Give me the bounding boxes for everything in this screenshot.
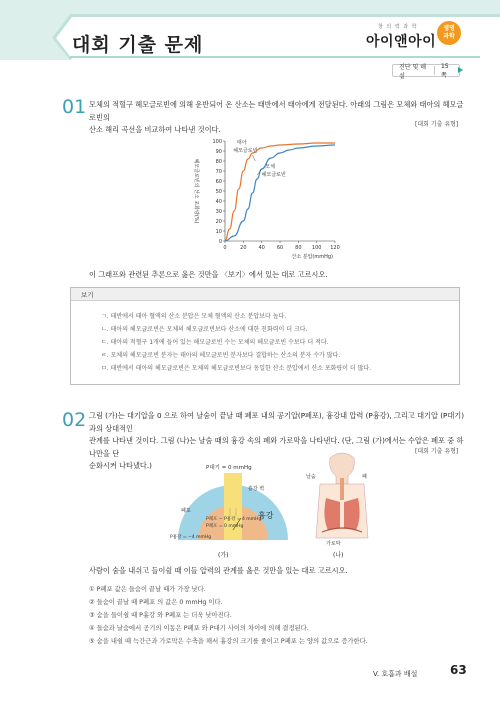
figure-ga-pressure-diagram <box>168 458 298 548</box>
q1-line2: 산소 해리 곡선을 비교하여 나타낸 것이다. <box>89 125 221 134</box>
q1-line1: 모체의 적혈구 헤모글로빈에 의해 운반되어 온 산소는 태반에서 태아에게 전달된다. 아래의 그림은 모체와 태아의 헤모글로빈의 <box>89 100 464 122</box>
x-tick-label: 40 <box>258 245 265 251</box>
tag-arrow-icon <box>458 67 463 73</box>
figure-na-lung-diagram <box>302 448 382 548</box>
bogi-label: 보기 <box>81 291 94 299</box>
p-diff-label: P폐포 − P흉강 = <box>206 517 241 522</box>
left-lung-shape <box>324 498 340 530</box>
fetal-label-line2: 헤모글로빈 <box>233 148 258 154</box>
page-number: 63 <box>450 663 467 677</box>
y-tick-label: 20 <box>215 218 222 225</box>
x-tick-label: 60 <box>276 245 284 251</box>
page-title: 대회 기출 문제 <box>72 34 204 56</box>
p-alv-label: P폐포 = 0 mmHg <box>206 524 244 529</box>
oxygen-dissociation-chart <box>175 135 345 263</box>
p-pl-label: P흉강 = −4 mmHg <box>170 535 212 540</box>
y-tick-label: 70 <box>215 168 222 175</box>
y-tick-label: 90 <box>215 148 222 155</box>
y-tick-label: 50 <box>215 188 222 195</box>
diaphragm-label: 가로막 <box>326 541 341 547</box>
bogi-item-4: ㄹ. 모체의 헤모글로빈 분자는 태아의 헤모글로빈 분자보다 결합하는 산소의 분자 수가 많다. <box>101 352 341 359</box>
right-lung-shape <box>344 498 360 530</box>
tag-left: 진단 및 해설 <box>399 63 426 80</box>
y-tick-label: 10 <box>215 228 222 235</box>
bogi-item-2: ㄴ. 태아의 헤모글로빈은 모체의 헤모글로빈보다 산소에 대한 친화력이 더 크다. <box>101 326 308 333</box>
alveolus-label: 폐포 <box>181 508 191 514</box>
q2-line1: 그림 (가)는 대기압을 0 으로 하여 날숨이 끝날 때 폐포 내의 공기압(P폐포), 흉강내 압력 (P흉강), 그리고 대기압 (P대기)과의 상대적인 <box>89 411 465 433</box>
bogi-item-1: ㄱ. 태반에서 태아 혈액의 산소 분압은 모체 혈액의 산소 분압보다 높다. <box>101 313 287 320</box>
fetal-curve <box>225 143 335 241</box>
figure-ga-caption: (가) <box>218 552 229 559</box>
x-tick-label: 120 <box>330 245 340 251</box>
bogi-item-3: ㄷ. 태아의 적혈구 1개에 들어 있는 헤모글로빈 수는 모체의 헤모글로빈 수보다 더 적다. <box>101 339 329 346</box>
bogi-box <box>70 287 460 385</box>
brand-logo-text: 아이앤아이 <box>366 34 437 50</box>
x-tick-label: 100 <box>311 245 322 251</box>
maternal-label-line2: 헤모글로빈 <box>261 172 286 178</box>
y-tick-label: 40 <box>215 198 222 205</box>
chest-wall-label: 흉강 벽 <box>248 486 265 492</box>
x-tick-label: 0 <box>223 245 227 251</box>
bogi-header <box>71 288 459 301</box>
q1-stem: 이 그래프와 관련된 추론으로 옳은 것만을 〈보기〉에서 있는 대로 고르시오. <box>89 270 328 279</box>
q2-line2: 관계를 나타낸 것이다. 그림 (나)는 날숨 때의 흉강 속의 폐와 가로막을 나타낸다. (단, 그림 (가)에서는 수압은 폐포 중 하나만을 단 <box>89 436 464 458</box>
figure-na-caption: (나) <box>333 552 344 559</box>
x-tick-label: 20 <box>240 245 247 251</box>
exhale-label: 날숨 <box>306 474 316 480</box>
question-number-1: 01 <box>62 96 87 118</box>
subject-badge <box>437 21 461 45</box>
p-diff-value: 4 mmHg <box>242 517 262 522</box>
x-axis-label: 산소 분압(mmHg) <box>291 254 333 260</box>
brand-subtitle: 창 의 력 과 학 <box>378 24 418 30</box>
choice-3: ③ 숨을 들이쉴 때 P흉강 와 P폐포 는 더욱 낮아진다. <box>89 612 232 619</box>
maternal-curve <box>225 145 335 241</box>
trachea-shape <box>340 478 344 500</box>
badge-line1: 생명 <box>443 25 455 32</box>
question-1-text <box>89 99 469 137</box>
question-number-2: 02 <box>62 409 87 431</box>
q2-source: [대회 기출 유형] <box>415 448 459 455</box>
y-tick-label: 80 <box>215 158 222 165</box>
pleural-label: 흉강 <box>258 511 274 520</box>
choice-4: ④ 들숨과 날숨에서 공기의 이동은 P폐포 와 P대기 사이의 차이에 의해 결정된다. <box>89 625 309 632</box>
y-tick-label: 60 <box>215 178 222 185</box>
y-tick-label: 30 <box>215 208 222 215</box>
y-tick-label: 100 <box>212 138 222 145</box>
lung-label: 폐 <box>362 474 367 480</box>
fetal-label-leader <box>253 155 256 161</box>
maternal-label-line1: 모체 <box>265 164 276 170</box>
choice-1: ① P폐포 값은 들숨이 끝날 때가 가장 낮다. <box>89 586 206 593</box>
q2-stem: 사람이 숨을 내쉬고 들이쉴 때 이들 압력의 관계를 옳은 것만을 있는 대로 고르시오. <box>89 566 348 575</box>
tag-right: 15쪽 <box>441 62 449 79</box>
fetal-label-line1: 태아 <box>236 140 247 146</box>
answer-ref-tag <box>392 62 460 80</box>
badge-line2: 과학 <box>443 33 455 40</box>
y-axis-label: 헤모글로빈의 산소 포화량(%) <box>193 158 199 224</box>
bogi-item-5: ㅁ. 태반에서 태아의 헤모글로빈은 모체의 헤모글로빈보다 동일한 산소 분압에서 산소 포화량이 더 많다. <box>101 365 372 372</box>
q2-line3: 순화시켜 나타냈다.) <box>89 461 152 470</box>
choice-2: ② 들숨이 끝날 때 P폐포 의 값은 0 mmHg 이다. <box>89 599 223 606</box>
q1-source: [대회 기출 유형] <box>415 121 459 128</box>
x-tick-label: 80 <box>295 245 302 251</box>
p-atm-label: P대기 = 0 mmHg <box>206 465 252 471</box>
choice-5: ⑤ 숨을 내쉴 때 늑간근과 가로막은 수축을 해서 흉강의 크기를 줄이고 P폐포 는 양의 값으로 증가한다. <box>89 638 368 645</box>
footer-chapter: V. 호흡과 배설 <box>373 670 418 678</box>
y-tick-label: 0 <box>218 238 222 245</box>
